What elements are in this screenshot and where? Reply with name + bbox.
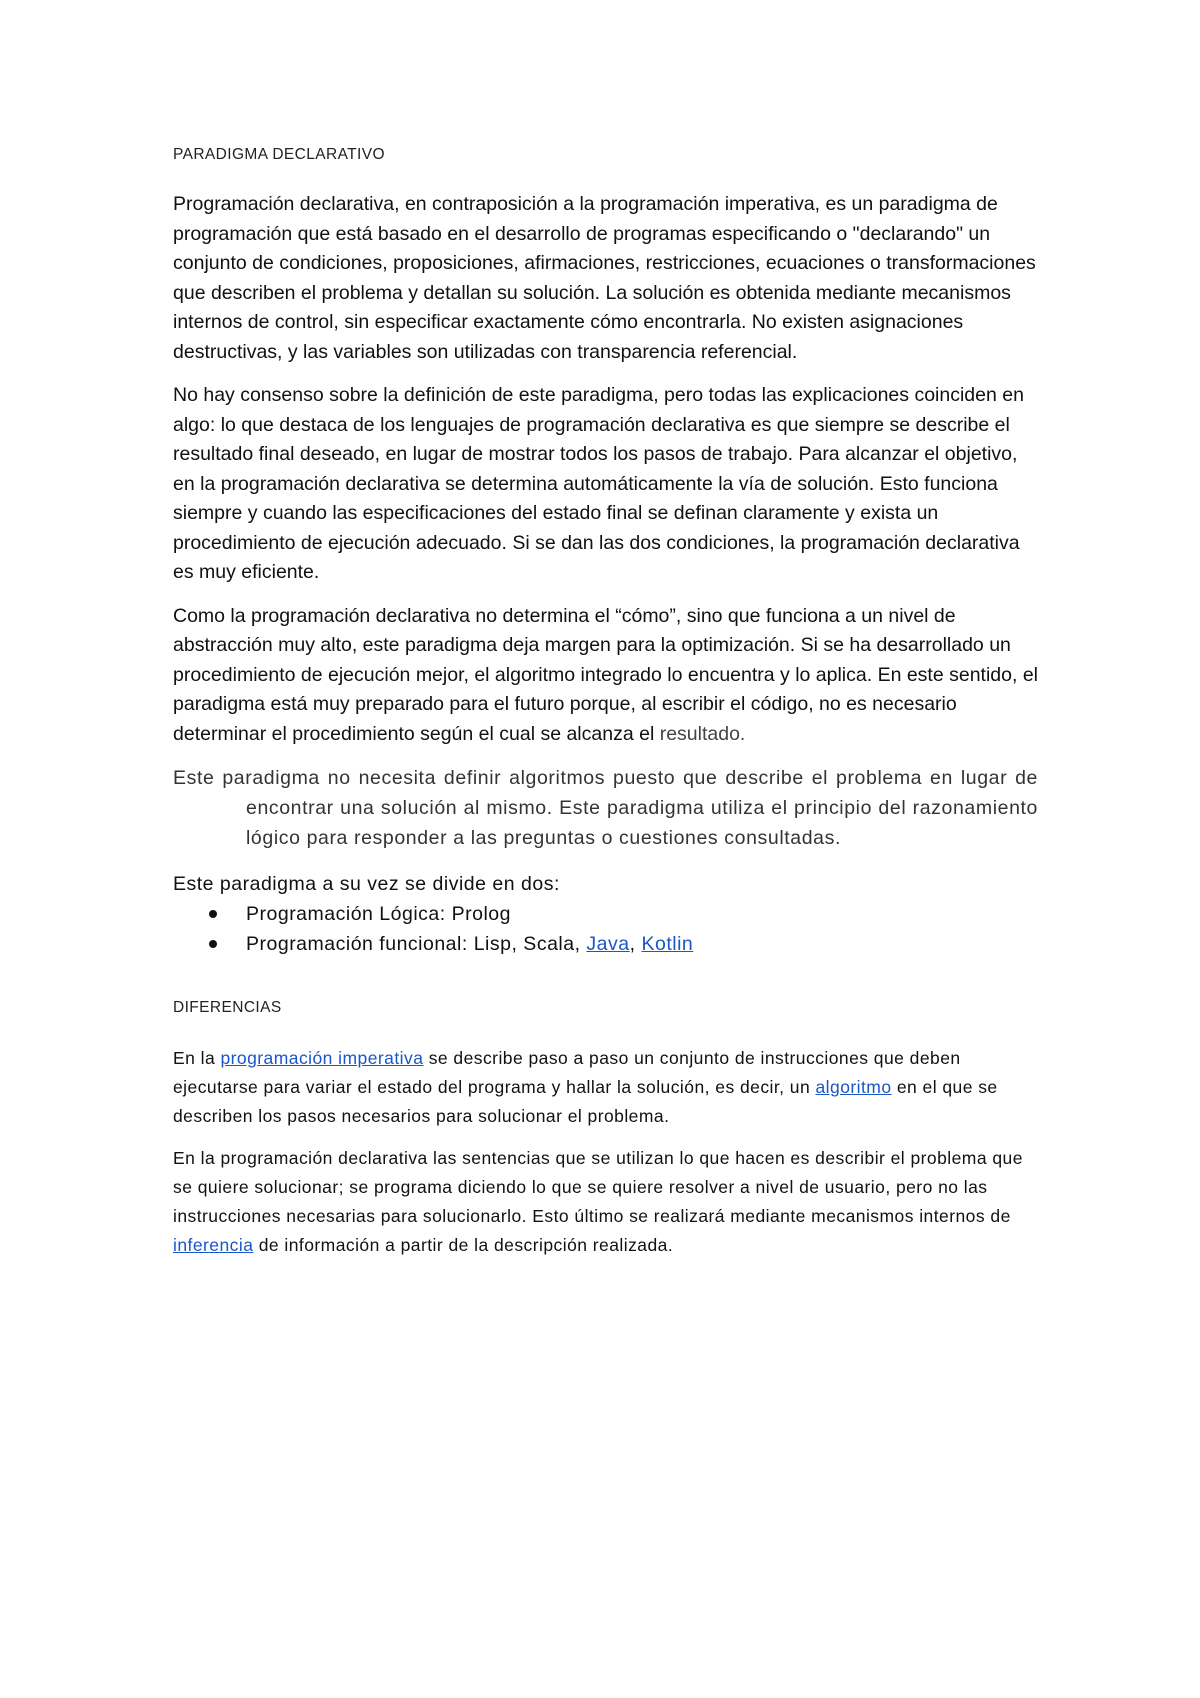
- list-item: [203, 929, 1038, 959]
- bullet-icon: [209, 940, 217, 948]
- list-separator: ,: [629, 933, 642, 955]
- document-page: [173, 146, 1038, 1273]
- list-item: [203, 899, 1038, 929]
- link-algoritmo[interactable]: algoritmo: [815, 1077, 892, 1097]
- paragraph-imperative: [173, 1044, 1038, 1131]
- paradigm-list: [173, 899, 1038, 959]
- list-item-text: Programación Lógica: Prolog: [246, 903, 511, 925]
- paragraph-definition: Programación declarativa, en contraposición a la programación imperativa, es un paradigma de programación que está basado en el desarrollo de programas especificando o "declarando" un conjunto de condiciones, proposiciones, afirmaciones, restricciones, ecuaciones o transformaciones que describen el problema y detallan su solución. La solución es obtenida mediante mecanismos internos de control, sin especificar exactamente cómo encontrarla. No existen asignaciones destructivas, y las variables son utilizadas con transparencia referencial.: [173, 193, 1036, 363]
- bullet-icon: [209, 910, 217, 918]
- paragraph-division-intro: Este paradigma a su vez se divide en dos:: [173, 873, 560, 895]
- paragraph-abstraction: [173, 602, 1038, 750]
- section-heading-diferencias: DIFERENCIAS: [173, 999, 282, 1016]
- paragraph-abstraction-text: Como la programación declarativa no determina el “cómo”, sino que funciona a un nivel de abstracción muy alto, este paradigma deja margen para la optimización. Si se ha desarrollado un procedimiento de ejecución mejor, el algoritmo integrado lo encuentra y lo aplica. En este sentido, el paradigma está muy preparado para el futuro porque, al escribir el código, no es necesario determinar el procedimiento según el cual se alcanza el: [173, 604, 1039, 745]
- text-run: En la: [173, 1048, 221, 1068]
- text-run: En la programación declarativa las sentencias que se utilizan lo que hacen es describir el problema que se quiere solucionar; se programa diciendo lo que se quiere resolver a nivel de usuario, pero no las instrucciones necesarias para solucionarlo. Esto último se realizará mediante mecanismos internos de: [173, 1148, 1023, 1226]
- list-item-text: Programación funcional: Lisp, Scala,: [246, 933, 587, 955]
- link-inferencia[interactable]: inferencia: [173, 1235, 254, 1255]
- section-heading-paradigma: PARADIGMA DECLARATIVO: [173, 146, 385, 163]
- paragraph-algorithms: Este paradigma no necesita definir algoritmos puesto que describe el problema en lugar de encontrar una solución al mismo. Este paradigma utiliza el principio del razonamiento lógico para responder a las preguntas o cuestiones consultadas.: [173, 767, 1038, 849]
- text-run: en el que se describen los pasos necesarios para solucionar el problema.: [173, 1077, 998, 1126]
- paragraph-declarative: [173, 1144, 1038, 1260]
- link-java[interactable]: Java: [586, 933, 630, 955]
- link-kotlin[interactable]: Kotlin: [641, 933, 694, 955]
- text-run: de información a partir de la descripción realizada.: [253, 1235, 674, 1255]
- paragraph-consensus: No hay consenso sobre la definición de este paradigma, pero todas las explicaciones coinciden en algo: lo que destaca de los lenguajes de programación declarativa es que siempre se describe el resultado final deseado, en lugar de mostrar todos los pasos de trabajo. Para alcanzar el objetivo, en la programación declarativa se determina automáticamente la vía de solución. Esto funciona siempre y cuando las especificaciones del estado final se definan claramente y exista un procedimiento de ejecución adecuado. Si se dan las dos condiciones, la programación declarativa es muy eficiente.: [173, 384, 1024, 583]
- text-run: se describe paso a paso un conjunto de instrucciones que deben ejecutarse para variar el estado del programa y hallar la solución, es decir, un: [173, 1048, 961, 1097]
- paragraph-abstraction-tail: resultado.: [659, 722, 746, 745]
- link-programacion-imperativa[interactable]: programación imperativa: [220, 1048, 424, 1068]
